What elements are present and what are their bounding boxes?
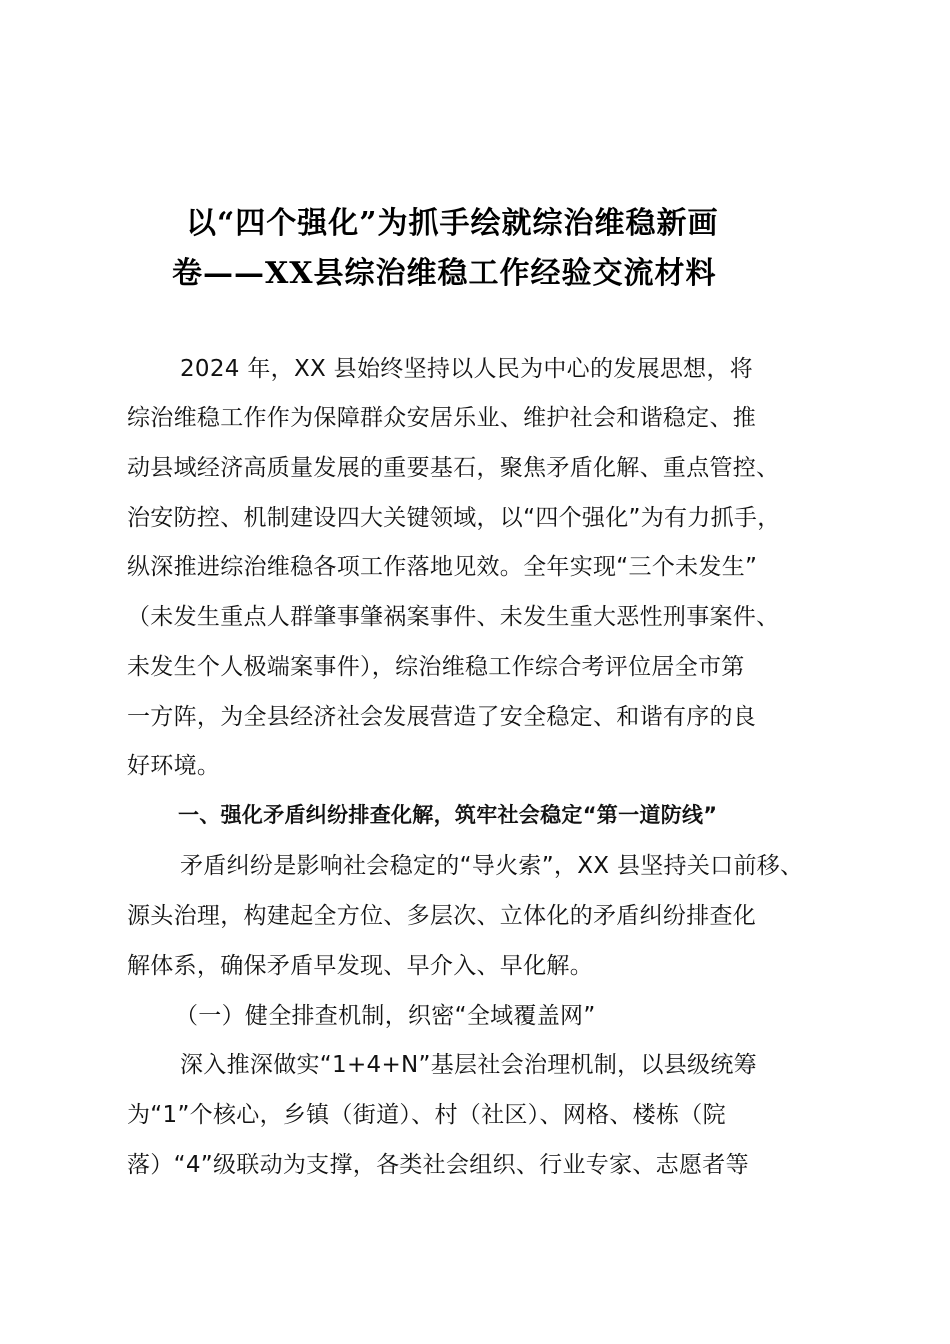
paragraph-line: （未发生重点人群肇事肇祸案事件、未发生重大恶性刑事案件、 (127, 604, 780, 630)
subsection-heading-1: （一）健全排查机制，织密“全域覆盖网” (175, 1003, 596, 1029)
paragraph-line: 2024 年，XX 县始终坚持以人民为中心的发展思想，将 (180, 356, 754, 382)
paragraph-line: 为“1”个核心，乡镇（街道）、村（社区）、网格、楼栋（院 (127, 1102, 726, 1128)
paragraph-line: 源头治理，构建起全方位、多层次、立体化的矛盾纠纷排查化 (127, 903, 757, 929)
document-title-line-2: 卷——XX县综治维稳工作经验交流材料 (172, 256, 717, 291)
paragraph-line: 落）“4”级联动为支撑，各类社会组织、行业专家、志愿者等 (127, 1152, 749, 1178)
paragraph-line: 未发生个人极端案事件），综治维稳工作综合考评位居全市第 (127, 654, 745, 680)
paragraph-line: 治安防控、机制建设四大关键领域，以“四个强化”为有力抓手， (127, 505, 781, 531)
paragraph-line: 纵深推进综治维稳各项工作落地见效。全年实现“三个未发生” (127, 554, 758, 580)
paragraph-line: 好环境。 (127, 753, 221, 779)
section-heading-1: 一、强化矛盾纠纷排查化解，筑牢社会稳定“第一道防线” (178, 803, 718, 827)
document-title-line-1: 以“四个强化”为抓手绘就综治维稳新画 (186, 206, 719, 241)
paragraph-line: 综治维稳工作作为保障群众安居乐业、维护社会和谐稳定、推 (127, 405, 757, 431)
paragraph-line: 一方阵，为全县经济社会发展营造了安全稳定、和谐有序的良 (127, 704, 757, 730)
paragraph-line: 解体系，确保矛盾早发现、早介入、早化解。 (127, 953, 593, 979)
paragraph-line: 矛盾纠纷是影响社会稳定的“导火索”，XX 县坚持关口前移、 (180, 853, 804, 879)
paragraph-line: 深入推深做实“1+4+N”基层社会治理机制，以县级统筹 (180, 1052, 757, 1078)
paragraph-line: 动县域经济高质量发展的重要基石，聚焦矛盾化解、重点管控、 (127, 455, 780, 481)
